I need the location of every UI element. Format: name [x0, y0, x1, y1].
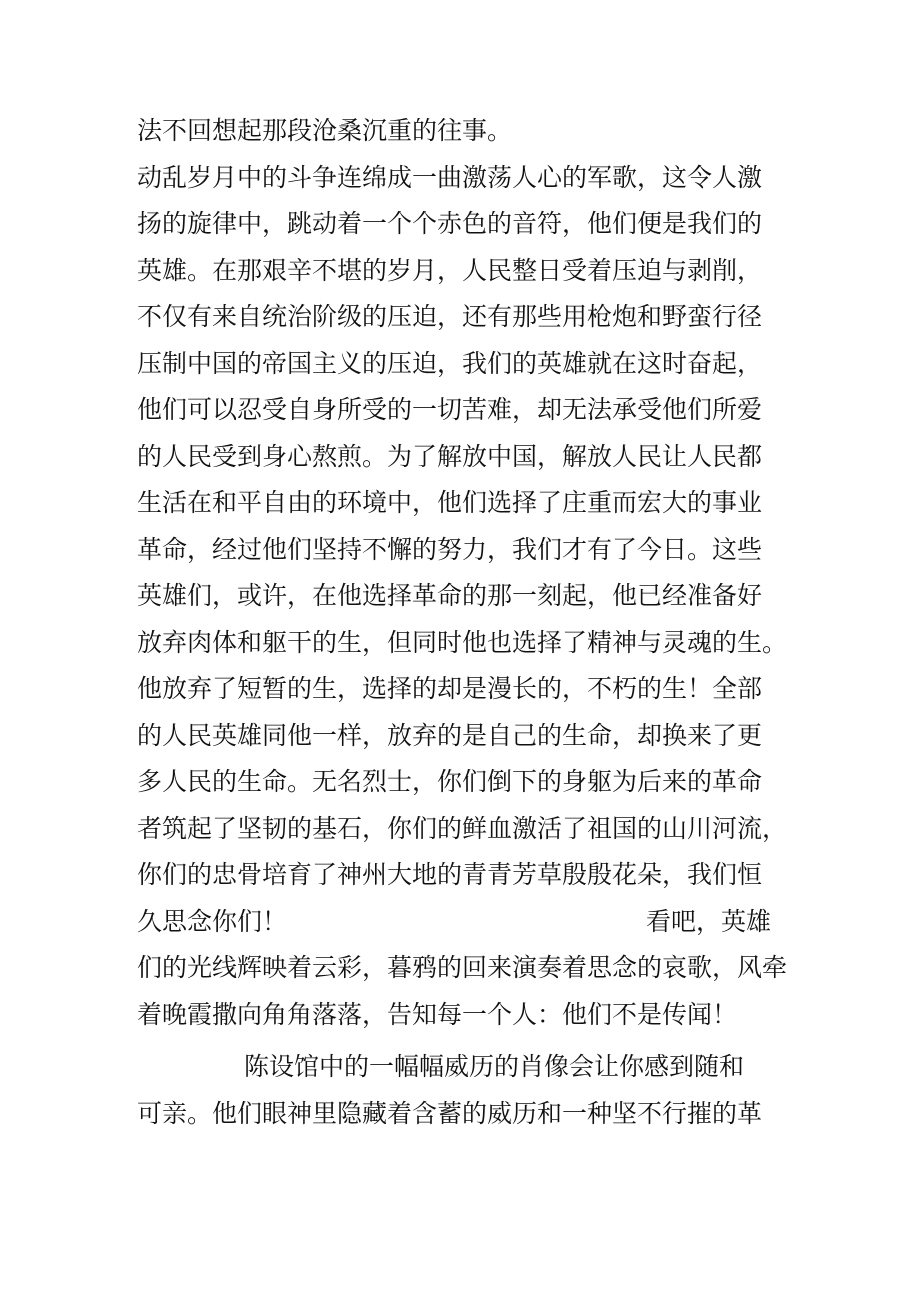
text-line: 放弃肉体和躯干的生，但同时他也选择了精神与灵魂的生。	[137, 627, 788, 657]
text-line: 的人民英雄同他一样，放弃的是自己的生命，却换来了更	[137, 720, 763, 750]
text-line: 们的光线辉映着云彩，暮鸦的回来演奏着思念的哀歌，风牵	[137, 953, 788, 982]
paragraph-first-line: 陈设馆中的一幅幅威历的肖像会让你感到随和	[244, 1052, 745, 1081]
text-line: 你们的忠骨培育了神州大地的青青芳草殷殷花朵，我们恒	[137, 860, 763, 889]
split-line-left: 久思念你们！	[137, 906, 288, 936]
text-line: 生活在和平自由的环境中，他们选择了庄重而宏大的事业	[137, 488, 763, 517]
text-line: 他们可以忍受自身所受的一切苦难，却无法承受他们所爱	[137, 395, 763, 424]
text-line: 多人民的生命。无名烈士，你们倒下的身躯为后来的革命	[137, 767, 763, 796]
text-line: 压制中国的帝国主义的压迫，我们的英雄就在这时奋起，	[137, 348, 763, 378]
text-line: 的人民受到身心熬煎。为了解放中国，解放人民让人民都	[137, 441, 763, 471]
text-line: 法不回想起那段沧桑沉重的往事。	[137, 116, 513, 145]
text-line: 动乱岁月中的斗争连绵成一曲激荡人心的军歌，这令人激	[137, 162, 763, 192]
text-line: 英雄。在那艰辛不堪的岁月，人民整日受着压迫与剥削，	[137, 255, 763, 285]
text-line: 他放弃了短暂的生，选择的却是漫长的，不朽的生！全部	[137, 674, 763, 703]
text-line: 英雄们，或许，在他选择革命的那一刻起，他已经准备好	[137, 581, 763, 610]
split-line-right: 看吧，英雄	[646, 906, 772, 936]
text-line: 不仅有来自统治阶级的压迫，还有那些用枪炮和野蛮行径	[137, 302, 763, 331]
text-line: 可亲。他们眼神里隐藏着含蓄的威历和一种坚不行摧的革	[137, 1098, 763, 1128]
document-body	[137, 108, 817, 1137]
text-line: 革命，经过他们坚持不懈的努力，我们才有了今日。这些	[137, 534, 763, 564]
text-line: 扬的旋律中，跳动着一个个赤色的音符，他们便是我们的	[137, 209, 763, 238]
text-line: 着晚霞撒向角角落落，告知每一个人：他们不是传闻！	[137, 999, 738, 1029]
text-line: 者筑起了坚韧的基石，你们的鲜血激活了祖国的山川河流，	[137, 813, 788, 843]
split-line	[137, 899, 817, 946]
